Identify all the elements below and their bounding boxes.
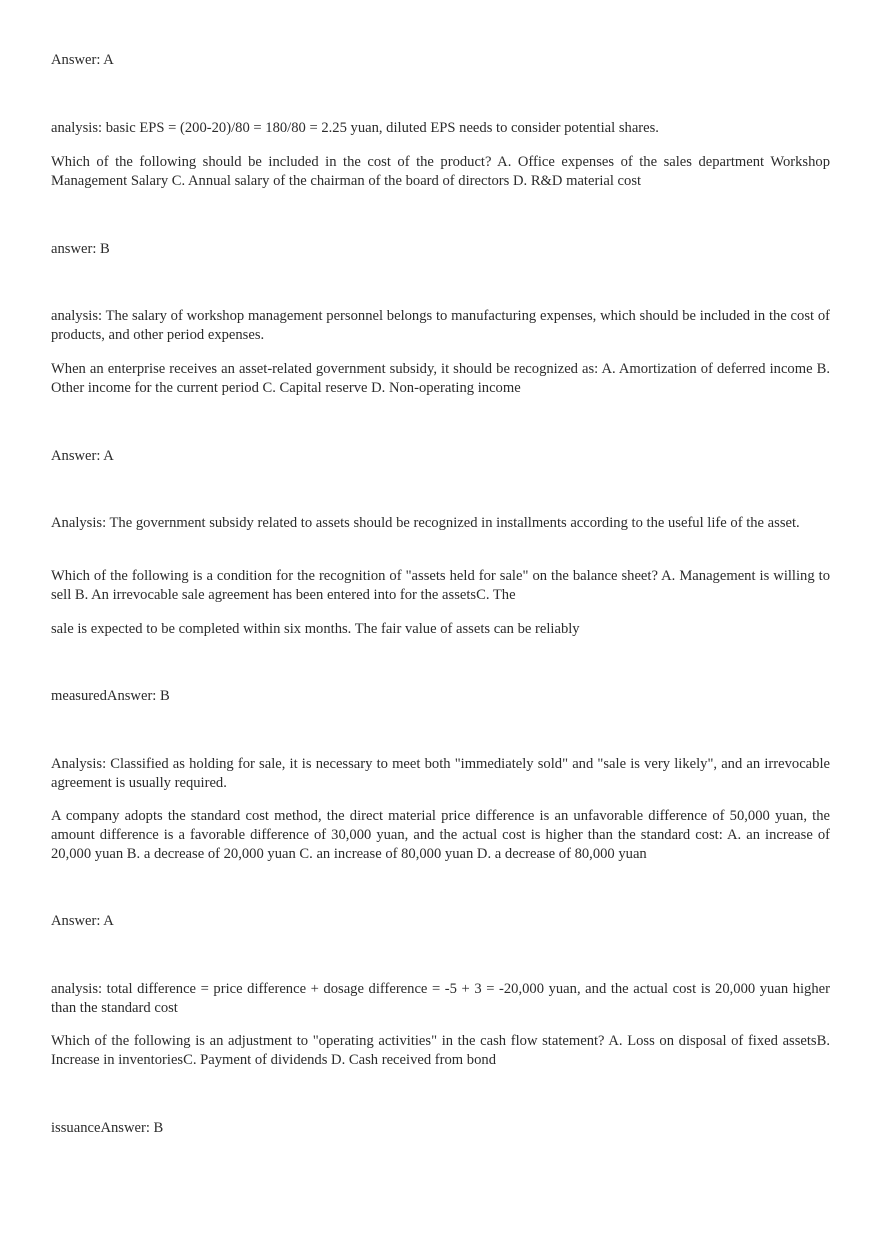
question-standard-cost: A company adopts the standard cost method, the direct material price difference is an unfavorable difference of 50,000 yuan, the amount difference is a favorable difference of 30,000 yuan, and the actual cost is higher than the standard cost: A. an increase of 20,000 yuan B. a decrease of 20,000 yuan C. an increase of 80,000 yuan D. a decrease of 80,000 yuan	[51, 808, 830, 862]
answer-line-2: answer: B	[51, 241, 110, 257]
answer-line-6: issuanceAnswer: B	[51, 1120, 164, 1136]
analysis-eps: analysis: basic EPS = (200-20)/80 = 180/80 = 2.25 yuan, diluted EPS needs to consider potential shares.	[51, 120, 659, 136]
answer-line-5: Answer: A	[51, 913, 114, 929]
analysis-government-subsidy: Analysis: The government subsidy related to assets should be recognized in installments according to the useful life of the asset.	[51, 515, 800, 531]
question-cash-flow: Which of the following is an adjustment to "operating activities" in the cash flow statement? A. Loss on disposal of fixed assetsB. Increase in inventoriesC. Payment of dividends D. Cash received from bond	[51, 1033, 830, 1068]
question-assets-held-for-sale: Which of the following is a condition for the recognition of "assets held for sale" on the balance sheet? A. Management is willing to sell B. An irrevocable sale agreement has been entered into for the assetsC. The	[51, 568, 830, 603]
analysis-held-for-sale: Analysis: Classified as holding for sale, it is necessary to meet both "immediately sold" and "sale is very likely", and an irrevocable agreement is usually required.	[51, 756, 830, 791]
analysis-workshop-salary: analysis: The salary of workshop management personnel belongs to manufacturing expenses, which should be included in the cost of products, and other period expenses.	[51, 308, 830, 343]
question-product-cost: Which of the following should be included in the cost of the product? A. Office expenses of the sales department Workshop Management Salary C. Annual salary of the chairman of the board of directors D. R&D material cost	[51, 154, 830, 189]
answer-line-3: Answer: A	[51, 448, 114, 464]
answer-line-4: measuredAnswer: B	[51, 688, 170, 704]
analysis-total-difference: analysis: total difference = price difference + dosage difference = -5 + 3 = -20,000 yuan, and the actual cost is 20,000 yuan higher than the standard cost	[51, 981, 830, 1016]
question-government-subsidy: When an enterprise receives an asset-related government subsidy, it should be recognized as: A. Amortization of deferred income B. Other income for the current period C. Capital reserve D. Non-operating income	[51, 361, 830, 396]
question-assets-held-for-sale-continued: sale is expected to be completed within six months. The fair value of assets can be reliably	[51, 621, 580, 637]
answer-line-1: Answer: A	[51, 52, 114, 68]
